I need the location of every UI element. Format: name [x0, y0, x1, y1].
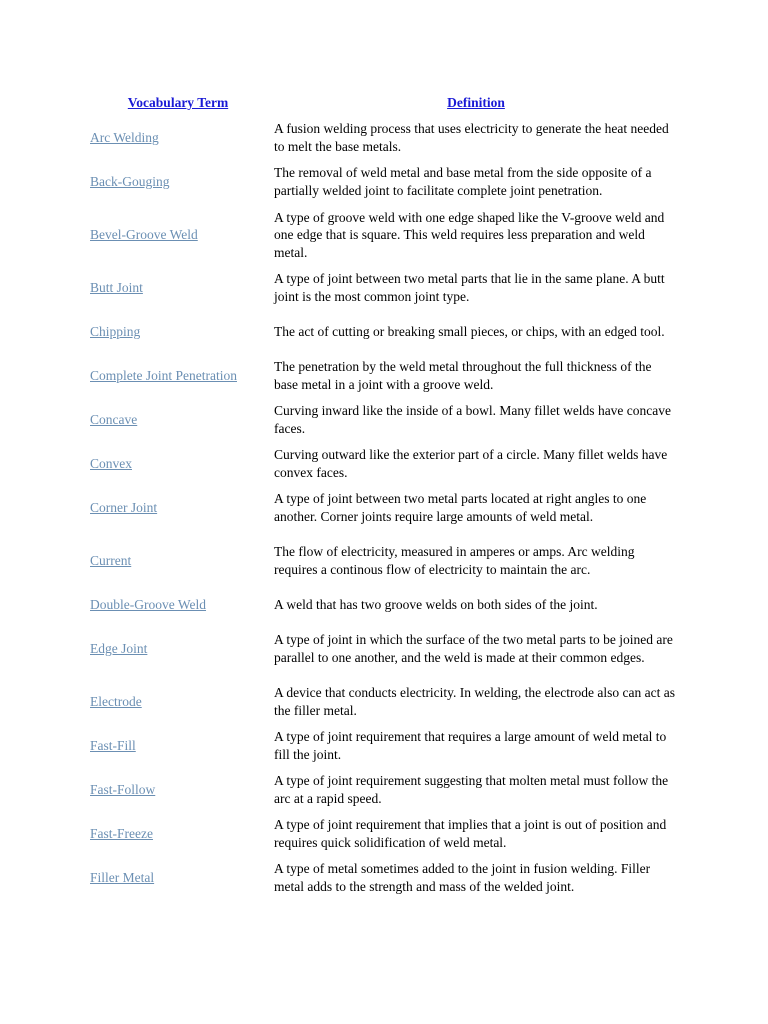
definition-text: A type of joint in which the surface of the two metal parts to be joined are parallel to one another, and the weld is made at their common edges.: [274, 632, 673, 665]
definition-text: A type of metal sometimes added to the joint in fusion welding. Filler metal adds to the strength and mass of the welded joint.: [274, 861, 651, 894]
table-row: [90, 860, 690, 896]
term-link-fast-follow[interactable]: Fast-Follow: [90, 782, 156, 797]
definition-text: Curving outward like the exterior part of a circle. Many fillet welds have convex faces.: [274, 447, 668, 480]
definition-text: The flow of electricity, measured in amperes or amps. Arc welding requires a continous flow of electricity to maintain the arc.: [274, 544, 635, 577]
term-link-electrode[interactable]: Electrode: [90, 694, 142, 709]
table-row: [90, 120, 690, 156]
table-row: [90, 490, 690, 526]
term-link-concave[interactable]: Concave: [90, 412, 138, 427]
table-row: [90, 358, 690, 394]
table-row: [90, 772, 690, 808]
definition-text: A type of joint between two metal parts located at right angles to one another. Corner joints require large amounts of weld metal.: [274, 491, 647, 524]
term-link-butt-joint[interactable]: Butt Joint: [90, 280, 143, 295]
definition-text: A device that conducts electricity. In welding, the electrode also can act as the filler metal.: [274, 685, 675, 718]
table-row: [90, 816, 690, 852]
table-row: [90, 314, 690, 350]
table-row: [90, 208, 690, 262]
term-link-chipping[interactable]: Chipping: [90, 324, 141, 339]
definition-header: Definition: [447, 95, 505, 110]
term-link-fast-freeze[interactable]: Fast-Freeze: [90, 826, 153, 841]
definition-text: A type of joint requirement that requires a large amount of weld metal to fill the joint.: [274, 729, 667, 762]
definition-text: A type of joint requirement suggesting that molten metal must follow the arc at a rapid speed.: [274, 773, 669, 806]
term-link-double-groove-weld[interactable]: Double-Groove Weld: [90, 597, 207, 612]
term-link-arc-welding[interactable]: Arc Welding: [90, 130, 159, 145]
vocabulary-term-header: Vocabulary Term: [127, 95, 229, 110]
definition-text: Curving inward like the inside of a bowl. Many fillet welds have concave faces.: [274, 403, 672, 436]
definition-text: A type of groove weld with one edge shaped like the V-groove weld and one edge that is square. This weld requires less preparation and weld metal.: [274, 209, 665, 260]
definition-text: A type of joint between two metal parts that lie in the same plane. A butt joint is the most common joint type.: [274, 271, 665, 304]
definition-text: The penetration by the weld metal throughout the full thickness of the base metal in a joint with a groove weld.: [274, 359, 652, 392]
definition-text: The removal of weld metal and base metal from the side opposite of a partially welded joint to facilitate complete joint penetration.: [274, 165, 652, 198]
table-row: [90, 596, 690, 614]
table-row: [90, 446, 690, 482]
table-row: [90, 534, 690, 588]
term-link-back-gouging[interactable]: Back-Gouging: [90, 174, 170, 189]
definition-text: A type of joint requirement that implies that a joint is out of position and requires quick solidification of weld metal.: [274, 817, 667, 850]
table-row: [90, 402, 690, 438]
table-row: [90, 728, 690, 764]
term-link-complete-joint-penetration[interactable]: Complete Joint Penetration: [90, 368, 237, 383]
term-link-current[interactable]: Current: [90, 553, 132, 568]
table-row: [90, 270, 690, 306]
term-link-corner-joint[interactable]: Corner Joint: [90, 500, 158, 515]
definition-text: A fusion welding process that uses electricity to generate the heat needed to melt the base metals.: [274, 121, 669, 154]
definition-text: A weld that has two groove welds on both sides of the joint.: [274, 597, 598, 613]
term-link-bevel-groove-weld[interactable]: Bevel-Groove Weld: [90, 227, 198, 242]
term-link-edge-joint[interactable]: Edge Joint: [90, 641, 148, 656]
table-row: [90, 622, 690, 676]
term-link-convex[interactable]: Convex: [90, 456, 132, 471]
term-link-filler-metal[interactable]: Filler Metal: [90, 870, 155, 885]
table-row: [90, 164, 690, 200]
term-link-fast-fill[interactable]: Fast-Fill: [90, 738, 136, 753]
definition-text: The act of cutting or breaking small pieces, or chips, with an edged tool.: [274, 324, 665, 340]
table-row: [90, 684, 690, 720]
